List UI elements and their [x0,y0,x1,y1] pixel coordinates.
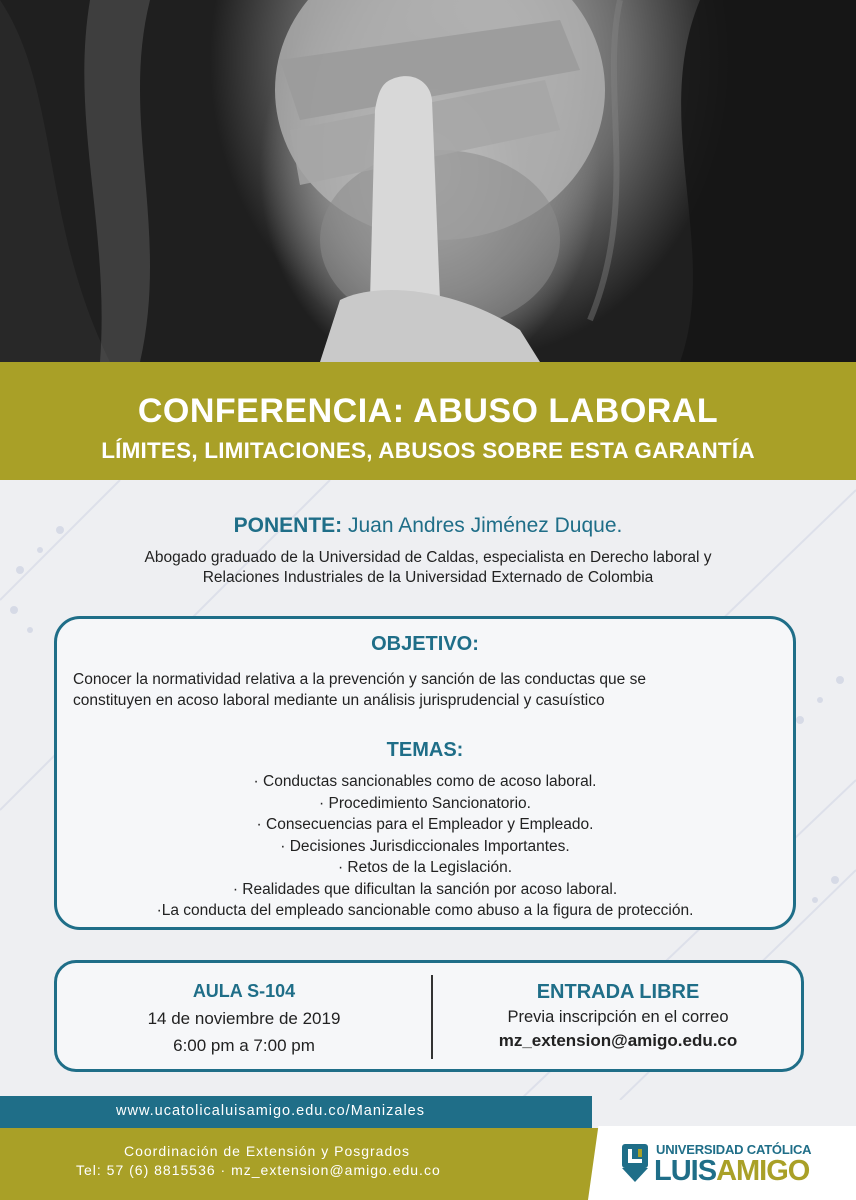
topic-item: ·La conducta del empleado sancionable como abuso a la figura de protección. [156,902,694,919]
university-shield-icon [620,1144,650,1184]
room-label: AULA S-104 [192,981,296,1001]
free-entry-label: ENTRADA LIBRE [536,981,700,1003]
objective-text [73,669,783,711]
logo-main-part: AMIGO [716,1155,810,1187]
speaker-bio [60,548,796,588]
conference-subtitle: LÍMITES, LIMITACIONES, ABUSOS SOBRE ESTA GARANTÍA [101,438,755,463]
event-info-box [54,960,804,1072]
header-photo [0,0,856,362]
website-link[interactable]: www.ucatolicaluisamigo.edu.co/Manizales [116,1103,425,1119]
topics-heading: TEMAS: [386,739,464,761]
objective-line: Conocer la normatividad relativa a la prevención y sanción de las conductas que se [73,671,646,688]
registration-note: Previa inscripción en el correo [507,1008,729,1026]
logo-top-text: UNIVERSIDAD CATÓLICA [656,1142,812,1157]
conference-title: CONFERENCIA: ABUSO LABORAL [137,392,719,430]
event-time: 6:00 pm a 7:00 pm [173,1036,315,1055]
topic-item: · Procedimiento Sancionatorio. [319,794,531,812]
topic-item: · Realidades que dificultan la sanción por acoso laboral. [232,880,618,898]
speaker-bio-line: Relaciones Industriales de la Universidad Externado de Colombia [202,569,654,586]
logo-main-text [654,1155,809,1188]
objectives-box [54,616,796,930]
topic-item: · Decisiones Jurisdiccionales Importantes. [280,837,570,855]
woman-silence-illustration [0,0,856,362]
registration-email[interactable]: mz_extension@amigo.edu.co [498,1031,738,1050]
title-banner [0,362,856,480]
registration-column [433,981,803,1051]
event-date: 14 de noviembre de 2019 [147,1009,341,1028]
website-bar [0,1096,592,1128]
speaker-line [0,514,856,538]
coordination-label: Coordinación de Extensión y Posgrados [124,1143,411,1159]
contact-phone-email: Tel: 57 (6) 8815536 · mz_extension@amigo.edu.co [76,1162,441,1178]
university-logo [620,1140,830,1188]
objective-heading: OBJETIVO: [371,633,479,655]
topics-list [57,771,793,922]
logo-main-part: LUIS [654,1155,717,1187]
speaker-label: PONENTE: [233,514,343,537]
speaker-name: Juan Andres Jiménez Duque. [348,514,623,537]
topic-item: · Retos de la Legislación. [337,859,513,876]
topic-item: · Conductas sancionables como de acoso laboral. [253,773,597,790]
speaker-bio-line: Abogado graduado de la Universidad de Caldas, especialista en Derecho laboral y [144,549,712,566]
venue-column [57,981,431,1056]
topic-item: · Consecuencias para el Empleador y Empleado. [256,816,594,833]
objective-line: constituyen en acoso laboral mediante un análisis jurisprudencial y casuístico [73,692,605,709]
